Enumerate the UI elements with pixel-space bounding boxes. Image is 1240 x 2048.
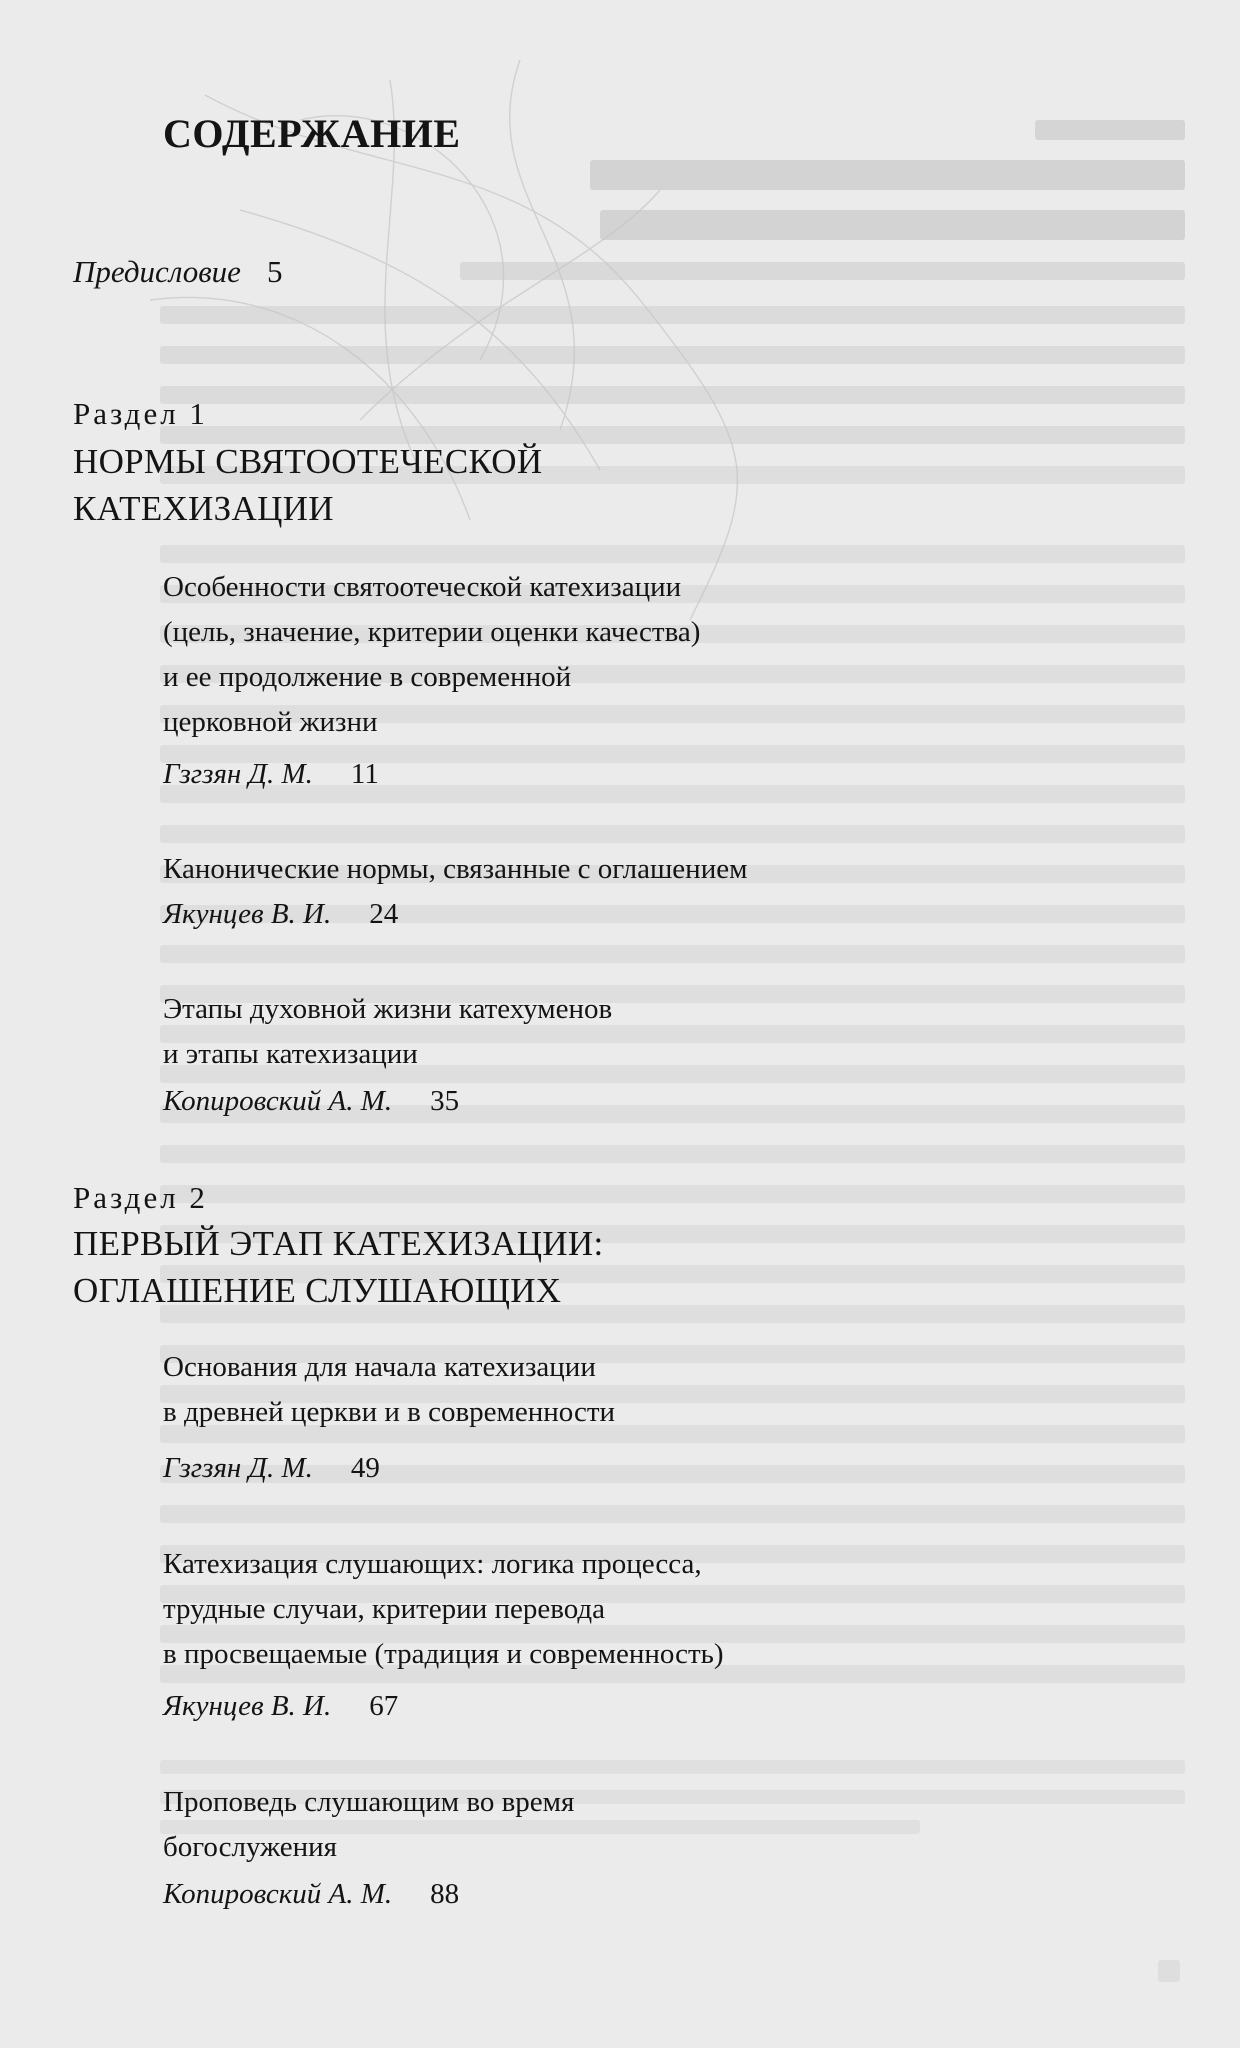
section-1-label: Раздел 1: [73, 396, 208, 431]
entry-author-line: [163, 758, 379, 791]
entry-title-line: Проповедь слушающим во время: [163, 1786, 575, 1818]
entry-title-line: Катехизация слушающих: логика процесса,: [163, 1548, 702, 1580]
entry-title-line: церковной жизни: [163, 706, 378, 738]
preface-page-number: 5: [266, 254, 283, 289]
entry-page-number: 11: [350, 758, 379, 790]
entry-title-line: трудные случаи, критерии перевода: [163, 1593, 606, 1625]
entry-author: Гзгзян Д. М.: [163, 758, 313, 790]
entry-title-line: и ее продолжение в современной: [163, 661, 572, 693]
toc-entry[interactable]: [163, 1780, 574, 1870]
entry-title-line: Основания для начала катехизации: [163, 1351, 596, 1383]
entry-page-number: 88: [430, 1878, 460, 1910]
entry-title-line: богослужения: [163, 1831, 338, 1863]
toc-entry[interactable]: [163, 847, 747, 892]
entry-author: Якунцев В. И.: [163, 898, 332, 930]
entry-page-number: 49: [350, 1452, 380, 1484]
toc-entry[interactable]: [163, 565, 700, 745]
preface-entry[interactable]: [73, 254, 282, 290]
entry-author-line: [163, 898, 398, 931]
section-2-label: Раздел 2: [73, 1180, 208, 1215]
preface-label: Предисловие: [73, 254, 241, 289]
section-1-title-line: КАТЕХИЗАЦИИ: [73, 489, 334, 528]
entry-author: Копировский А. М.: [163, 1085, 393, 1117]
entry-author: Якунцев В. И.: [163, 1690, 332, 1722]
section-1-title-line: НОРМЫ СВЯТООТЕЧЕСКОЙ: [73, 442, 543, 481]
entry-author-line: [163, 1690, 398, 1723]
entry-title-line: Этапы духовной жизни катехуменов: [163, 993, 613, 1025]
entry-author-line: [163, 1085, 459, 1118]
entry-author-line: [163, 1452, 380, 1485]
entry-author: Гзгзян Д. М.: [163, 1452, 313, 1484]
toc-title: СОДЕРЖАНИЕ: [163, 111, 461, 156]
entry-page-number: 67: [369, 1690, 399, 1722]
section-2-title-line: ОГЛАШЕНИЕ СЛУШАЮЩИХ: [73, 1271, 562, 1310]
toc-entry[interactable]: [163, 987, 612, 1077]
entry-page-number: 24: [369, 898, 399, 930]
entry-title-line: Особенности святоотеческой катехизации: [163, 571, 682, 603]
entry-title-line: и этапы катехизации: [163, 1038, 418, 1070]
entry-title-line: Канонические нормы, связанные с оглашением: [163, 853, 748, 885]
entry-title-line: в просвещаемые (традиция и современность): [163, 1638, 724, 1670]
section-2-title-line: ПЕРВЫЙ ЭТАП КАТЕХИЗАЦИИ:: [73, 1224, 604, 1263]
entry-page-number: 35: [430, 1085, 460, 1117]
entry-title-line: (цель, значение, критерии оценки качества): [163, 616, 701, 648]
toc-entry[interactable]: [163, 1542, 724, 1677]
toc-entry[interactable]: [163, 1345, 615, 1435]
entry-title-line: в древней церкви и в современности: [163, 1396, 616, 1428]
section-1-title: [73, 438, 542, 532]
section-2-title: [73, 1220, 603, 1314]
entry-author-line: [163, 1878, 459, 1911]
entry-author: Копировский А. М.: [163, 1878, 393, 1910]
